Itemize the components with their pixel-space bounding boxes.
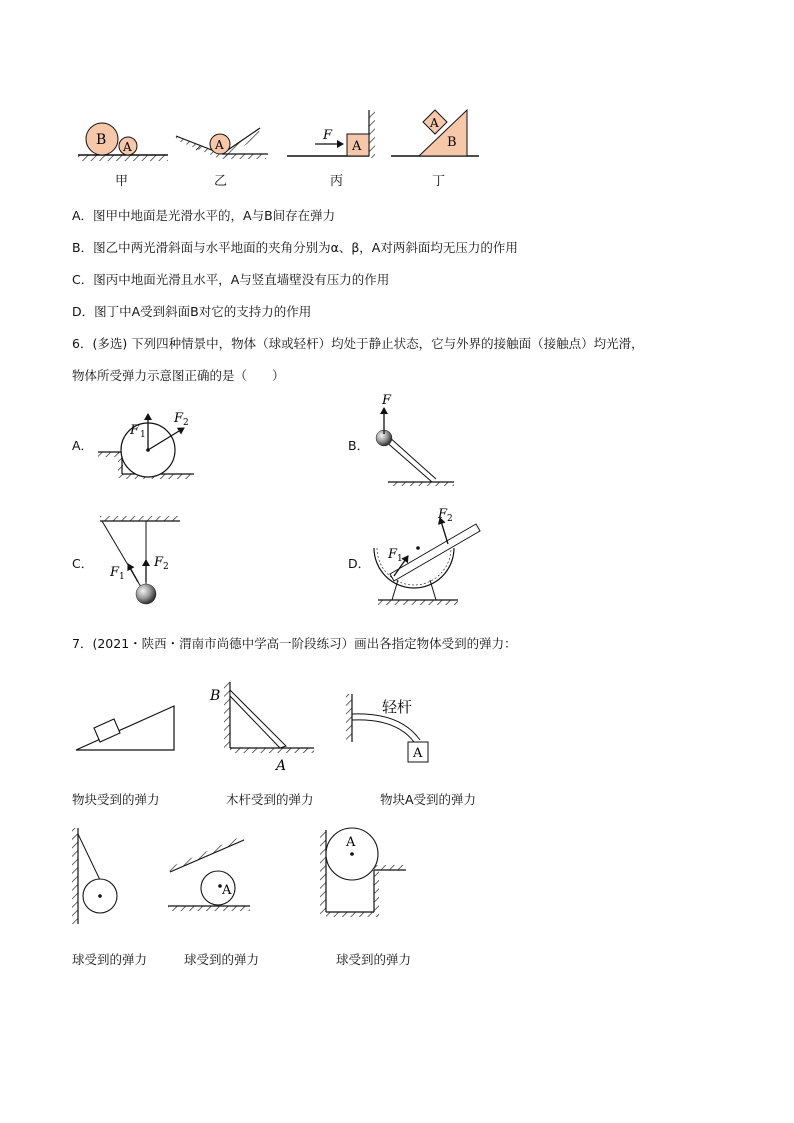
q6-figure-c <box>94 514 194 610</box>
svg-text:A: A <box>352 139 362 154</box>
svg-text:A: A <box>276 758 287 774</box>
q6-stem-line1: 6．(多选) 下列四种情景中，物体（球或轻杆）均处于静止状态，它与外界的接触面（接触点）均光滑， <box>72 336 644 351</box>
q7-caption-rod: 木杆受到的弹力 <box>226 792 314 807</box>
svg-text:A: A <box>215 138 224 152</box>
q7-figure-curved-rod <box>344 690 444 770</box>
svg-text:A: A <box>430 116 439 130</box>
svg-text:1: 1 <box>119 572 125 582</box>
svg-text:F: F <box>110 565 120 580</box>
q6-figure-a <box>94 392 204 484</box>
svg-text:F: F <box>130 423 140 438</box>
q7-figure-ball-wedge <box>162 836 262 916</box>
q5-caption-jia: 甲 <box>115 174 129 189</box>
q7-caption-block: 物块受到的弹力 <box>72 792 160 807</box>
q5-option-d: D．图丁中A受到斜面B对它的支持力的作用 <box>72 304 312 319</box>
svg-text:2: 2 <box>183 418 189 428</box>
q7-figure-hanging-ball <box>68 826 128 926</box>
svg-text:B: B <box>210 688 221 704</box>
svg-text:F: F <box>154 555 164 570</box>
q5-caption-bing: 丙 <box>330 174 344 189</box>
q5-figure-yi <box>176 112 276 162</box>
svg-text:F: F <box>388 547 398 562</box>
svg-text:B: B <box>447 135 457 150</box>
q6-option-label-a: A． <box>72 438 94 453</box>
q6-figure-d <box>368 504 488 612</box>
svg-text:F: F <box>438 507 448 522</box>
svg-text:A: A <box>346 835 356 850</box>
q7-stem: 7．(2021・陕西・渭南市尚德中学高一阶段练习）画出各指定物体受到的弹力： <box>72 636 517 651</box>
q7-figure-block-incline <box>72 700 182 756</box>
q7-figure-rod-wall <box>206 680 326 776</box>
q7-caption-ball-1: 球受到的弹力 <box>72 952 148 967</box>
svg-text:1: 1 <box>397 554 403 564</box>
q7-caption-ball-3: 球受到的弹力 <box>336 952 412 967</box>
svg-text:轻杆: 轻杆 <box>382 698 413 716</box>
q5-figure-bing <box>285 108 385 162</box>
q5-option-b: B．图乙中两光滑斜面与水平地面的夹角分别为α、β，A对两斜面均无压力的作用 <box>72 240 518 255</box>
q7-caption-ball-2: 球受到的弹力 <box>184 952 260 967</box>
q6-option-label-d: D． <box>348 556 371 571</box>
svg-text:1: 1 <box>140 430 146 440</box>
q6-figure-b <box>366 394 466 486</box>
q5-option-c: C．图丙中地面光滑且水平，A与竖直墙壁没有压力的作用 <box>72 272 390 287</box>
q7-caption-block-a: 物块A受到的弹力 <box>380 792 477 807</box>
svg-text:A: A <box>413 746 423 761</box>
svg-text:F: F <box>323 128 333 143</box>
q5-figure-ding <box>389 106 489 162</box>
svg-text:B: B <box>96 132 107 148</box>
q5-caption-yi: 乙 <box>214 174 228 189</box>
svg-text:F: F <box>174 411 184 426</box>
svg-text:2: 2 <box>447 514 453 524</box>
q5-figure-jia <box>74 118 174 164</box>
q7-figure-ball-groove <box>314 826 414 926</box>
svg-text:A: A <box>222 883 232 898</box>
q5-caption-ding: 丁 <box>432 174 446 189</box>
svg-text:F: F <box>382 393 392 408</box>
svg-text:A: A <box>123 140 132 154</box>
svg-text:2: 2 <box>163 562 169 572</box>
q6-stem-line2: 物体所受弹力示意图正确的是（ ） <box>72 368 285 383</box>
q6-option-label-c: C． <box>72 556 94 571</box>
q5-option-a: A．图甲中地面是光滑水平的，A与B间存在弹力 <box>72 208 336 223</box>
q6-option-label-b: B． <box>348 438 370 453</box>
